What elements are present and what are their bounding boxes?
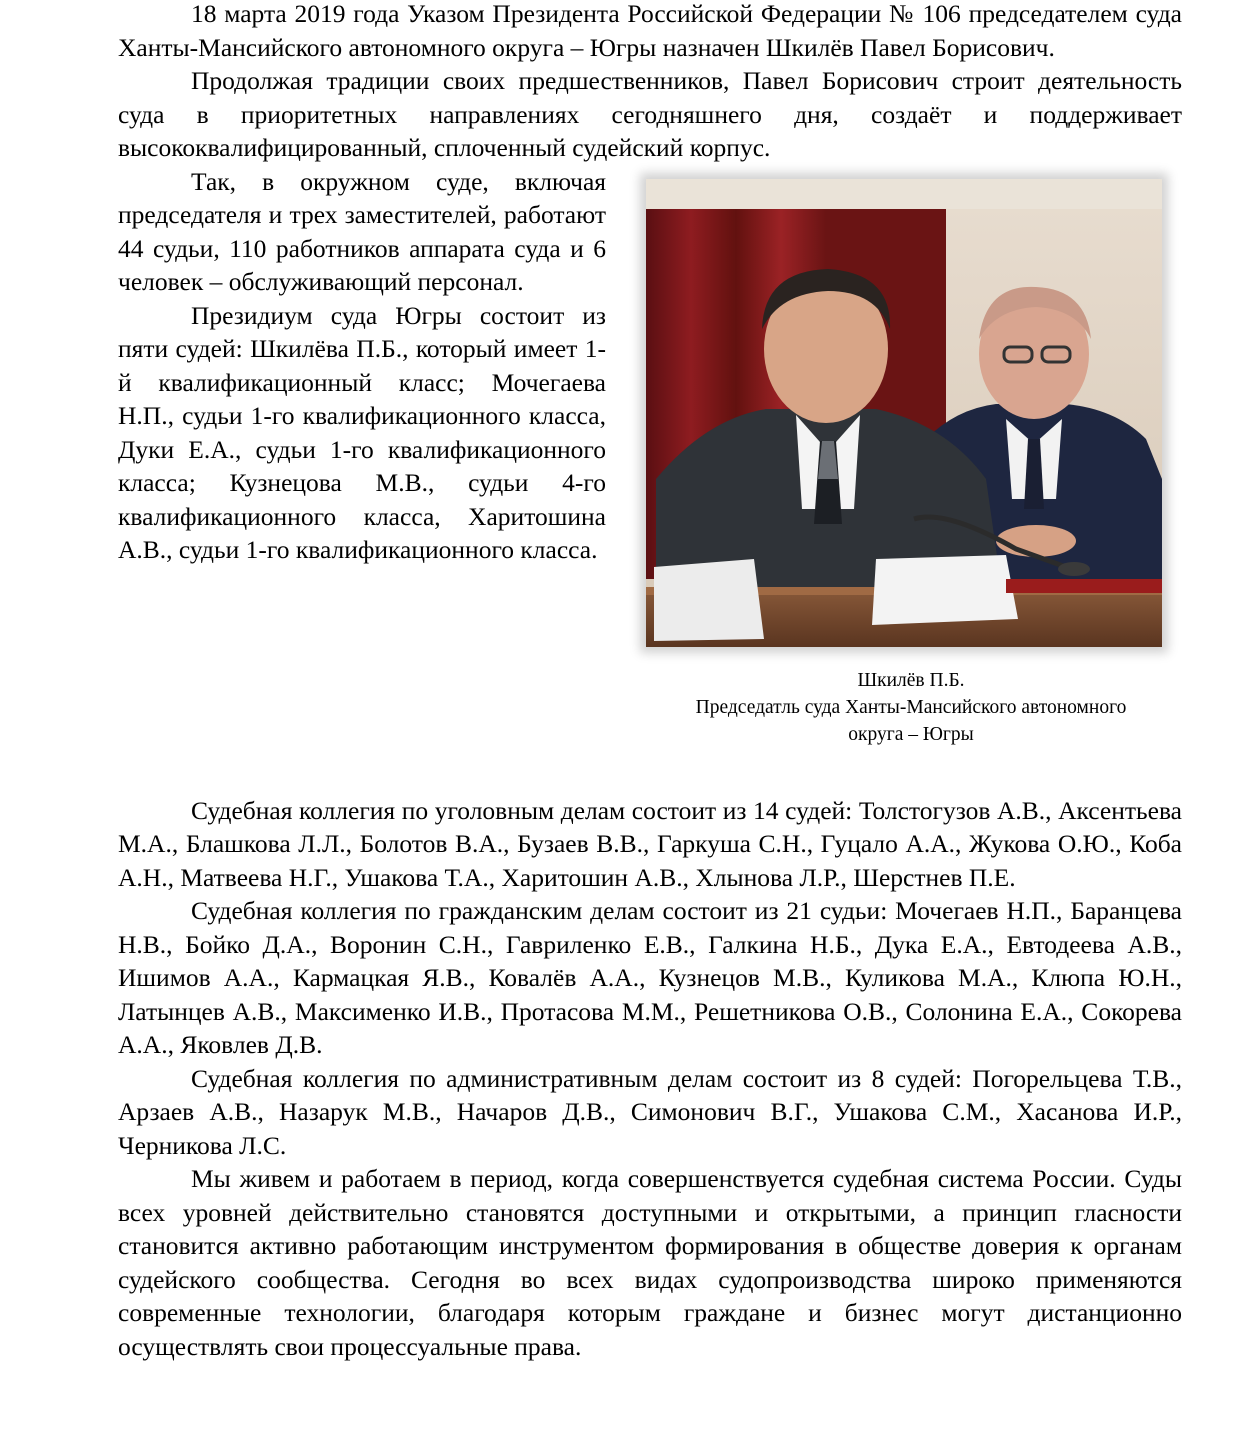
paragraph-civil-collegium: Судебная коллегия по гражданским делам состоит из 21 судьи: Мочегаев Н.П., Баранцева Н.В., Бойко Д.А., Воронин С.Н., Гавриленко Е.В., Галкина Н.Б., Дука Е.А., Евтодеева А.В., Ишимов А.А., Кармацкая Я.В., Ковалёв А.А., Кузнецов М.В., Куликова М.А., Клюпа Ю.Н., Латынцев А.В., Максименко И.В., Протасова М.М., Решетникова О.В., Солонина Е.А., Сокорева А.А., Яковлев Д.В. bbox=[118, 896, 1182, 1059]
caption-title-line1: Председатль суда Ханты-Мансийского автономного bbox=[695, 696, 1127, 718]
caption-title-line2: округа – Югры bbox=[848, 723, 974, 745]
paragraph-administrative-collegium: Судебная коллегия по административным делам состоит из 8 судей: Погорельцева Т.В., Арзаев А.В., Назарук М.В., Начаров Д.В., Симонович В.Г., Ушакова С.М., Хасанова И.Р., Черникова Л.С. bbox=[118, 1063, 1182, 1160]
paragraph-presidium: Президиум суда Югры состоит из пяти судей: Шкилёва П.Б., который имеет 1-й квалификационный класс; Мочегаева Н.П., судьи 1-го квалификационного класса, Дуки Е.А., судьи 1-го квалификационного класса; Кузнецова М.В., судьи 4-го квалификационного класса, Харитошина А.В., судьи 1-го квалификационного класса. bbox=[118, 300, 606, 564]
paragraph-traditions: Продолжая традиции своих предшественников, Павел Борисович строит деятельность суда в приоритетных направлениях сегодняшнего дня, создаёт и поддерживает высококвалифицированный, сплоченный судейский корпус. bbox=[118, 66, 1182, 162]
text-with-photo-row bbox=[118, 165, 1182, 748]
photo-column bbox=[634, 165, 1182, 748]
paragraph-staff-count: Так, в окружном суде, включая председателя и трех заместителей, работают 44 судьи, 110 работников аппарата суда и 6 человек – обслуживающий персонал. bbox=[118, 166, 606, 296]
paragraph-criminal-collegium: Судебная коллегия по уголовным делам состоит из 14 судей: Толстогузов А.В., Аксентьева М.А., Блашкова Л.Л., Болотов В.А., Бузаев В.В., Гаркуша С.Н., Гуцало А.А., Жукова О.Ю., Коба А.Н., Матвеева Н.Г., Ушакова Т.А., Харитошин А.В., Хлынова Л.Р., Шерстнев П.Е. bbox=[118, 795, 1182, 892]
lower-text bbox=[118, 794, 1182, 1364]
paragraph-judicial-system: Мы живем и работаем в период, когда совершенствуется судебная система России. Суды всех уровней действительно становятся доступными и открытыми, а принцип гласности становится активно работающим инструментом формирования в обществе доверия к органам судейского сообщества. Сегодня во всех видах судопроизводства широко применяются современные технологии, благодаря которым граждане и бизнес могут дистанционно осуществлять свои процессуальные права. bbox=[118, 1164, 1182, 1361]
chairman-photo bbox=[646, 179, 1162, 647]
paragraph-decree: 18 марта 2019 года Указом Президента Российской Федерации № 106 председателем суда Ханты-Мансийского автономного округа – Югры назначен Шкилёв Павел Борисович. bbox=[118, 0, 1182, 62]
photo-caption bbox=[634, 667, 1182, 748]
caption-name: Шкилёв П.Б. bbox=[857, 669, 965, 691]
document-page bbox=[118, 0, 1182, 1363]
left-text-column bbox=[118, 165, 606, 567]
